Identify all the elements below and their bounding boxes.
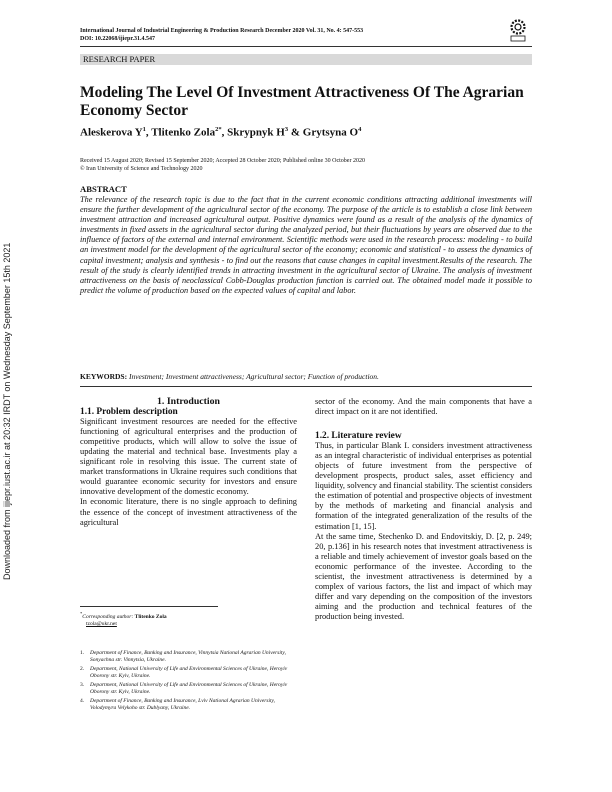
subsection-heading: 1.1. Problem description (80, 407, 178, 418)
author-sup: 3 (284, 126, 289, 133)
paragraph: At the same time, Stechenko D. and Endovitskiy, D. [2, p. 249; 20, p.136] in his research notes that investment attractiveness is a reliable and timely achievement of investor goals based on the economic performance of the investee. According to the scientist, the investment attractiveness is determined by a complex of various factors, the list and impact of which may differ and vary depending on the composition of the investors aiming and the production and technical features of the production being invested. (315, 531, 532, 621)
subsection-heading: 1.2. Literature review (315, 431, 402, 442)
corresponding-label: Corresponding author: (82, 613, 134, 620)
author-name: Aleskerova Y (80, 126, 143, 139)
affiliation-number: 1. (80, 650, 85, 656)
received-dates (80, 157, 532, 173)
corresponding-email[interactable]: tzola@ukr.net (86, 621, 117, 628)
paragraph: Significant investment resources are needed for the effective functioning of agricultural enterprises and the production of competitive products, which will allow to solve the issue of updating the material and technical base. Investments play a significant role in resolving this issue. The current state of market transformations in Ukraine requires such conditions that would guarantee economic security for investors and ensure innovative development of the domestic economy. (80, 417, 297, 497)
abstract-rule (80, 386, 532, 387)
author-name: Skrypnyk H (227, 126, 285, 139)
author-sup: 2* (215, 126, 222, 133)
author-sup: 1 (142, 126, 146, 133)
affiliation-number: 2. (80, 666, 85, 672)
affiliation (80, 682, 294, 696)
paragraph: sector of the economy. And the main components that have a direct impact on it are not identified. (315, 397, 532, 417)
journal-citation: International Journal of Industrial Engineering & Production Research December 2020 Vol. 31, No. 4: 547-553 (80, 28, 364, 34)
affiliation (80, 698, 294, 712)
author-name: Grytsyna O (302, 126, 359, 139)
paper-title: Modeling The Level Of Investment Attractiveness Of The Agrarian Economy Sector (80, 84, 524, 119)
affiliation-number: 4. (80, 698, 85, 704)
section-heading: 1. Introduction (157, 396, 220, 407)
section-tag: RESEARCH PAPER (80, 54, 532, 65)
affiliation-text: Department, National University of Life and Environmental Sciences of Ukraine, Heroyiv Oborony str. Kyiv, Ukraine. (90, 666, 288, 679)
affiliation-number: 3. (80, 682, 85, 688)
corresponding-name: Tlitenko Zola (134, 613, 167, 620)
download-stamp: Downloaded from ijiepr.iust.ac.ir at 20:32 IRDT on Wednesday September 15th 2021 (2, 242, 12, 580)
paragraph: Thus, in particular Blank I. considers investment attractiveness as an integral characteristic of individual enterprises as potential objects of future investment from the perspective of development prospects, product sales, asset efficiency and liquidity, solvency and financial stability. The scientist considers the estimation of potential and prospective objects of investment by the methods of marketing and financial analysis and formation of the integrated generalization of the results of the estimation [1, 15]. (315, 441, 532, 531)
journal-header (80, 27, 480, 43)
author-sup: 4 (358, 126, 362, 133)
paragraph: In economic literature, there is no single approach to defining the essence of the concept of investment attractiveness of the agricultural (80, 497, 297, 527)
abstract-heading: ABSTRACT (80, 184, 127, 194)
keywords (80, 372, 532, 381)
right-column (315, 397, 532, 622)
dates-line: Received 15 August 2020; Revised 15 September 2020; Accepted 28 October 2020; Published online 30 October 2020 (80, 158, 365, 164)
copyright-line: © Iran University of Science and Technology 2020 (80, 166, 203, 172)
affiliation-text: Department, National University of Life and Environmental Sciences of Ukraine, Heroyiv Oborony str. Kyiv, Ukraine. (90, 682, 288, 695)
gear-icon (507, 17, 529, 43)
footnote-rule (80, 606, 218, 607)
affiliation-text: Department of Finance, Banking and Insurance, Vinnytsia National Agrarian University, Sonyachna str. Vinnytsia, Ukraine. (90, 650, 286, 663)
author-name: Tlitenko Zola (151, 126, 216, 139)
affiliation (80, 650, 294, 664)
keywords-label: KEYWORDS: (80, 372, 128, 381)
left-column (80, 397, 297, 528)
abstract-text: The relevance of the research topic is due to the fact that in the current economic conditions attracting additional investments will ensure the further development of the agricultural sector of the economy. The purpose of the article is to establish a close link between investment attraction and increased agricultural output. Positive dynamics were found as a result of the analysis of the dynamics of investments in fixed assets in the agricultural sector during the analyzed period, but their fluctuations by years are observed due to the influence of factors of the external and internal environment. Scientific methods were used in the research process: modeling - to build an investment model for the development of the agricultural sector of the economy; economic and statistical - to assess the dynamics of capital investment; analysis and synthesis - to find out the reasons that cause changes in capital investment.Results of the research. The result of the study is clearly identified trends in attracting investment in the agricultural sector of Ukraine. The analysis of investment attractiveness on the basis of neoclassical Cobb-Douglas production function is carried out. The obtained model made it possible to predict the volume of production based on the expected values of capital and labor. (80, 195, 532, 295)
affiliation (80, 666, 294, 680)
author-list: Aleskerova $Y^1$, Tlitenko Zola$^{2*}$, Skrypnyk $H^3$ & Grytsyna $O^4$ (80, 126, 362, 139)
corresponding-note: *Corresponding author: Tlitenko Zola tzola@ukr.net (80, 610, 294, 628)
doi: DOI: 10.22068/ijiepr.31.4.547 (80, 36, 155, 42)
header-rule (80, 46, 532, 47)
affiliation-text: Department of Finance, Banking and Insurance, Lviv National Agrarian University, Volodymyra Velykoho str. Dublyany, Ukraine. (90, 698, 276, 711)
keywords-text: Investment; Investment attractiveness; Agricultural sector; Function of production. (128, 372, 379, 381)
